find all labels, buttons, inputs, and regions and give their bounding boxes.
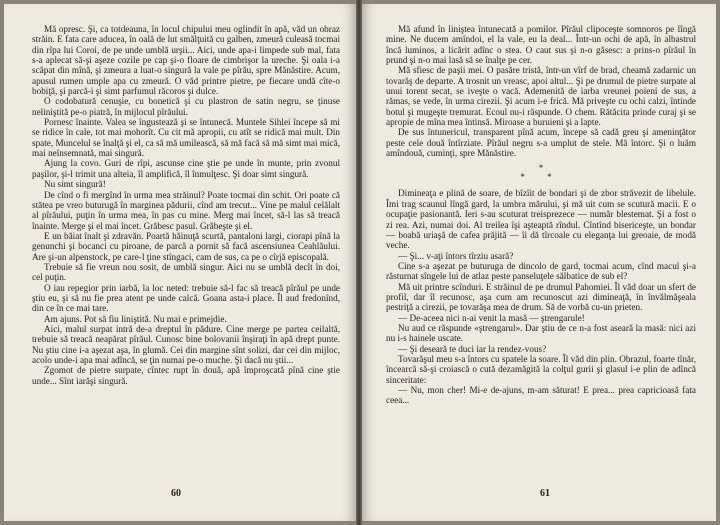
paragraph: Mă opresc. Şi, ca totdeauna, în locul chipului meu oglindit în apă, văd un obraz străin. E fata care aducea, în oală de lut smălţuită cu galben, zmeură culeasă tocmai din rîpa lui Coroi, de pe unde umblă urşii... Aici, unde apa-i limpede sub mal, fata s-a aplecat să-şi aşeze cozile pe cap şi-o floare de cimbrişor la ureche. Şi oala i-a scăpat din mînă, şi zmeura a luat-o singură la vale pe pîrău, spre Mănăstire. Acum, apusul rumen umple apa cu zmeură. O văd printre pietre, pe fiecare undă cîte-o bobiţă, şi parcă-i şi simt parfumul răcoros şi dulce.: [32, 24, 340, 97]
paragraph: — Şi... v-aţi întors tîrziu asară?: [398, 250, 514, 261]
right-page-number: 61: [540, 488, 550, 499]
paragraph: Tovarăşul meu s-a întors cu spatele la soare. Îl văd din plin. Obrazul, foarte tînăr, încearcă să-şi croiască o cută dezamăgită la colţul gurii şi glasul i-e plin de adîncă sinceritate:: [386, 353, 696, 385]
paragraph: O codobatură cenuşie, cu bonetică şi cu plastron de satin negru, se ţinuse neliniştită pe-o piatră, în mijlocul pîrăului.: [32, 96, 340, 117]
paragraph: Trebuie să fie vreun nou sosit, de umblă singur. Aici nu se umblă decît în doi, cel puţin.: [32, 261, 340, 283]
paragraph: Am ajuns. Pot să fiu liniştită. Nu mai e primejdie.: [44, 313, 227, 324]
paragraph: Dimineaţa e plină de soare, de bîzîit de bondari şi de zbor străvezit de libelule. Îmi trag scaunul lîngă gard, la umbra mărului, şi mă uit cum se scutură macii. E o ocupaţie pasionantă. Ieri s-au scuturat treisprezece — număr blestemat. Şi a fost o zi rea. Azi, numai doi. Al treilea îşi aşteaptă rîndul. Cîntînd bisericeşte, un bondar — boabă uriaşă de cafea prăjită — îi dă tîrcoale cu eleganţa lui greoaie, de modă veche.: [386, 188, 696, 251]
paragraph: Nu aud ce răspunde «ştrengarul». Dar ştiu de ce n-a fost aseară la masă: nici azi nu i-s hainele uscate.: [386, 322, 696, 344]
paragraph: De sus întunericul, transparent pînă acum, începe să cadă greu şi ameninţător peste cele două întîrziate. Pîrăul negru s-a umplut de stele. Mă întorc. Şi o luăm amîndouă, cuminţi, spre Mănăstire.: [386, 127, 696, 159]
paragraph: Ajung la covo. Guri de rîpi, ascunse cine ştie pe unde în munte, prin zvonul paşilor, şi-l trimit una alteia, îl amplifică, îl înmulţesc. Şi doar simt singură.: [32, 158, 340, 179]
paragraph: — Şi deseară te duci iar la rendez-vous?: [398, 343, 547, 354]
right-page: [362, 4, 716, 521]
paragraph: Aici, malul surpat intră de-a dreptul în pădure. Cine merge pe partea ceilaltă, trebuie să treacă neapărat pîrăul. Cunosc bine bolovanii înşiraţi în apă drept punte. Nu ştiu cine i-a aşezat aşa, în glumă. Cei din margine sînt solizi, dar cei din mijloc, acolo unde-i apa mai adîncă, se ţin numai pe-o muche. Şi dacă nu ştii...: [32, 323, 340, 365]
left-page-text: [32, 24, 340, 475]
section-break-stars: [386, 164, 696, 182]
paragraph: De cînd o fi mergînd în urma mea străinul? Poate tocmai din schit. Ori poate că stătea pe vreo buturugă în marginea pădurii, cînd am trecut... Vine pe malul celălalt al pîrăului, puţin în urma mea, în pas cu mine. Merg mai încet, să-l las să treacă înainte. Merge şi el mai încet. Grăbesc pasul. Grăbeşte şi el.: [32, 189, 340, 231]
paragraph: Nu simt singură!: [44, 179, 106, 190]
paragraph: E un băiat înalt şi zdravăn. Poartă hăinuţă scurtă, pantaloni largi, ciorapi pînă la genunchi şi bocanci cu piroane, de parcă a pornit să facă ascensiunea Ceahlăului. Are şi-un alpenstock, pe care-l ţine stîngaci, cam de sus, ca pe o cîrjă episcopală.: [32, 230, 340, 262]
right-top-section: [386, 24, 696, 158]
paragraph: O iau repegior prin iarbă, la loc neted: trebuie să-l fac să treacă pîrăul pe unde ştiu eu, şi să nu fie prea atent pe unde calcă. Goana asta-i place. Îl aud fredonînd, din ce în ce mai tare.: [32, 282, 340, 314]
left-page-number: 60: [171, 488, 181, 499]
paragraph: Cine s-a aşezat pe buturuga de dincolo de gard, tocmai acum, cînd macul şi-a răsturnat sîngele lui de atlaz peste panseluţele sălbatice de sub el?: [386, 260, 696, 282]
paragraph: Pornesc înainte. Valea se îngustează şi se întunecă. Muntele Sihlei începe să mi se ridice în cale, tot mai mohorît. Cu cit mă apropii, cu atît se ridică mai mult. Din spate, Muncelul se înalţă şi el, ca să mă umilească, să mă facă să mă simt mai mică, mai neînsemnată, mai singură.: [32, 117, 340, 159]
paragraph: Mă afund în liniştea întunecată a pomilor. Pîrăul clipoceşte somnoros pe lîngă mine. Ne ducem amîndoi, el la vale, eu la deal... Într-un ochi de apă, în albastrul încă luminos, a licărit adînc o stea. O caut sus şi n-o găsesc: a prins-o pîrăul în prund şi n-o mai lasă să se înalţe pe cer.: [386, 24, 696, 66]
paragraph: Zgomot de pietre surpate, cîntec rupt în două, apă împroşcată pînă cine ştie unde... Sînt iarăşi singură.: [32, 365, 340, 386]
right-page-text: [386, 24, 696, 475]
stars-row-2: * *: [520, 172, 562, 183]
stars-row-1: *: [538, 163, 544, 174]
right-bottom-section: [386, 188, 696, 405]
paragraph: Mă uit printre scînduri. E străinul de pe drumul Pahomiei. Îl văd doar un sfert de profil, dar îl recunosc, aşa cum am recunoscut azi dimineaţă, în învălmăşeala pestriţă a cirezii, pe tovarăşa mea de drum. Să de vorbă cu-un prieten.: [386, 281, 696, 313]
paragraph: Mă sfiesc de paşii mei. O pasăre tristă, într-un vîrf de brad, cheamă zadarnic un tovarăş de departe. A trosnit un vreasc, apoi altul... Şi pe drumul de pietre surpate al unui torent secat, se iveşte o vacă. Ademenită de iarba vreunei poieni de sus, a rămas, se vede, în urma cirezii. Şi acum i-e frică. Mă priveşte cu ochi calzi, întinde botul şi mugeşte tremurat. Ecoul nu-i răspunde. O chem. Rătăcita prinde curaj şi se apropie de mîna mea întinsă. Miroase a buruieni şi a lapte.: [386, 65, 696, 128]
paragraph: — De-aceea nici n-ai venit la masă — ştrengarule!: [398, 312, 585, 323]
paragraph: — Nu, mon cher! Mi-e de-ajuns, m-am săturat! E prea... prea capricioasă fata ceea...: [386, 385, 696, 406]
left-page: [4, 4, 356, 521]
